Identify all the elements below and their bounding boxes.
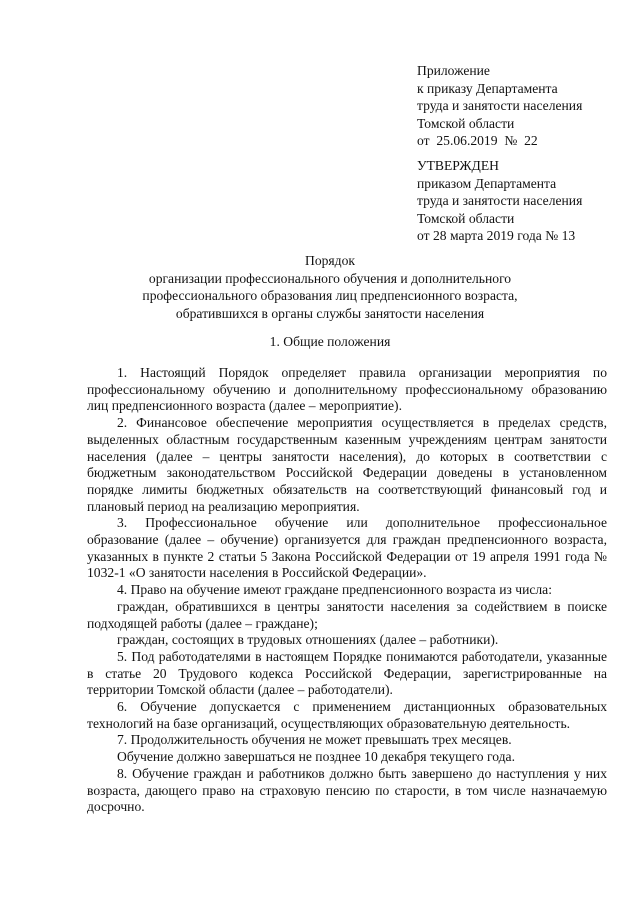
appendix-line: труда и занятости населения: [417, 98, 583, 114]
approved-line: Томской области: [417, 210, 515, 226]
approved-line: труда и занятости населения: [417, 193, 583, 209]
paragraph: 1. Настоящий Порядок определяет правила организации мероприятия по профессиональному обучению и дополнительному профессиональному образованию лиц предпенсионного возраста (далее – мероприятие).: [87, 365, 607, 414]
paragraph: Обучение должно завершаться не позднее 10 декабря текущего года.: [117, 749, 515, 765]
document-body: [87, 365, 607, 816]
title-line: профессионального образования лиц предпенсионного возраста,: [142, 288, 518, 304]
document-title: [60, 252, 600, 322]
paragraph: граждан, обратившихся в центры занятости населения за содействием в поиске подходящей работы (далее – граждане);: [87, 598, 607, 631]
appendix-date-line: от 25.06.2019 № 22: [417, 133, 538, 149]
paragraph: 4. Право на обучение имеют граждане предпенсионного возраста из числа:: [117, 582, 552, 598]
paragraph: 8. Обучение граждан и работников должно быть завершено до наступления у них возраста, дающего право на страховую пенсию по старости, в том числе назначаемую досрочно.: [87, 765, 607, 815]
paragraph: граждан, состоящих в трудовых отношениях (далее – работники).: [117, 632, 499, 648]
paragraph: 6. Обучение допускается с применением дистанционных образовательных технологий на базе организаций, осуществляющих образовательную деятельность.: [87, 699, 607, 731]
approved-date-line: от 28 марта 2019 года № 13: [417, 228, 576, 244]
paragraph: 7. Продолжительность обучения не может превышать трех месяцев.: [117, 732, 512, 748]
section-heading: 1. Общие положения: [269, 334, 391, 349]
approved-block: [417, 157, 632, 245]
title-line: организации профессионального обучения и дополнительного: [148, 270, 512, 286]
appendix-block: [417, 62, 632, 150]
paragraph: 2. Финансовое обеспечение мероприятия осуществляется в пределах средств, выделенных областным государственным казенным учреждениям центрам занятости населения (далее – центры занятости населения), до которых в соответствии с бюджетным законодательством Российской Федерации доведены в установленном порядке лимиты бюджетных обязательств на соответствующий финансовый год и плановый период на реализацию мероприятия.: [87, 415, 607, 514]
appendix-line: Приложение: [417, 63, 490, 78]
title-line: Порядок: [305, 253, 355, 268]
approved-line: приказом Департамента: [417, 175, 557, 191]
paragraph: 3. Профессиональное обучение или дополнительное профессиональное образование (далее – обучение) организуется для граждан предпенсионного возраста, указанных в пункте 2 статьи 5 Закона Российской Федерации от 19 апреля 1991 года № 1032-1 «О занятости населения в Российской Федерации».: [87, 515, 607, 581]
appendix-line: Томской области: [417, 115, 515, 131]
paragraph: 5. Под работодателями в настоящем Порядке понимаются работодатели, указанные в статье 20 Трудового кодекса Российской Федерации, зарегистрированные на территории Томской области (далее – работодатели).: [87, 648, 607, 698]
appendix-line: к приказу Департамента: [417, 80, 558, 96]
approved-heading: УТВЕРЖДЕН: [417, 158, 499, 173]
title-line: обратившихся в органы службы занятости населения: [175, 305, 485, 321]
